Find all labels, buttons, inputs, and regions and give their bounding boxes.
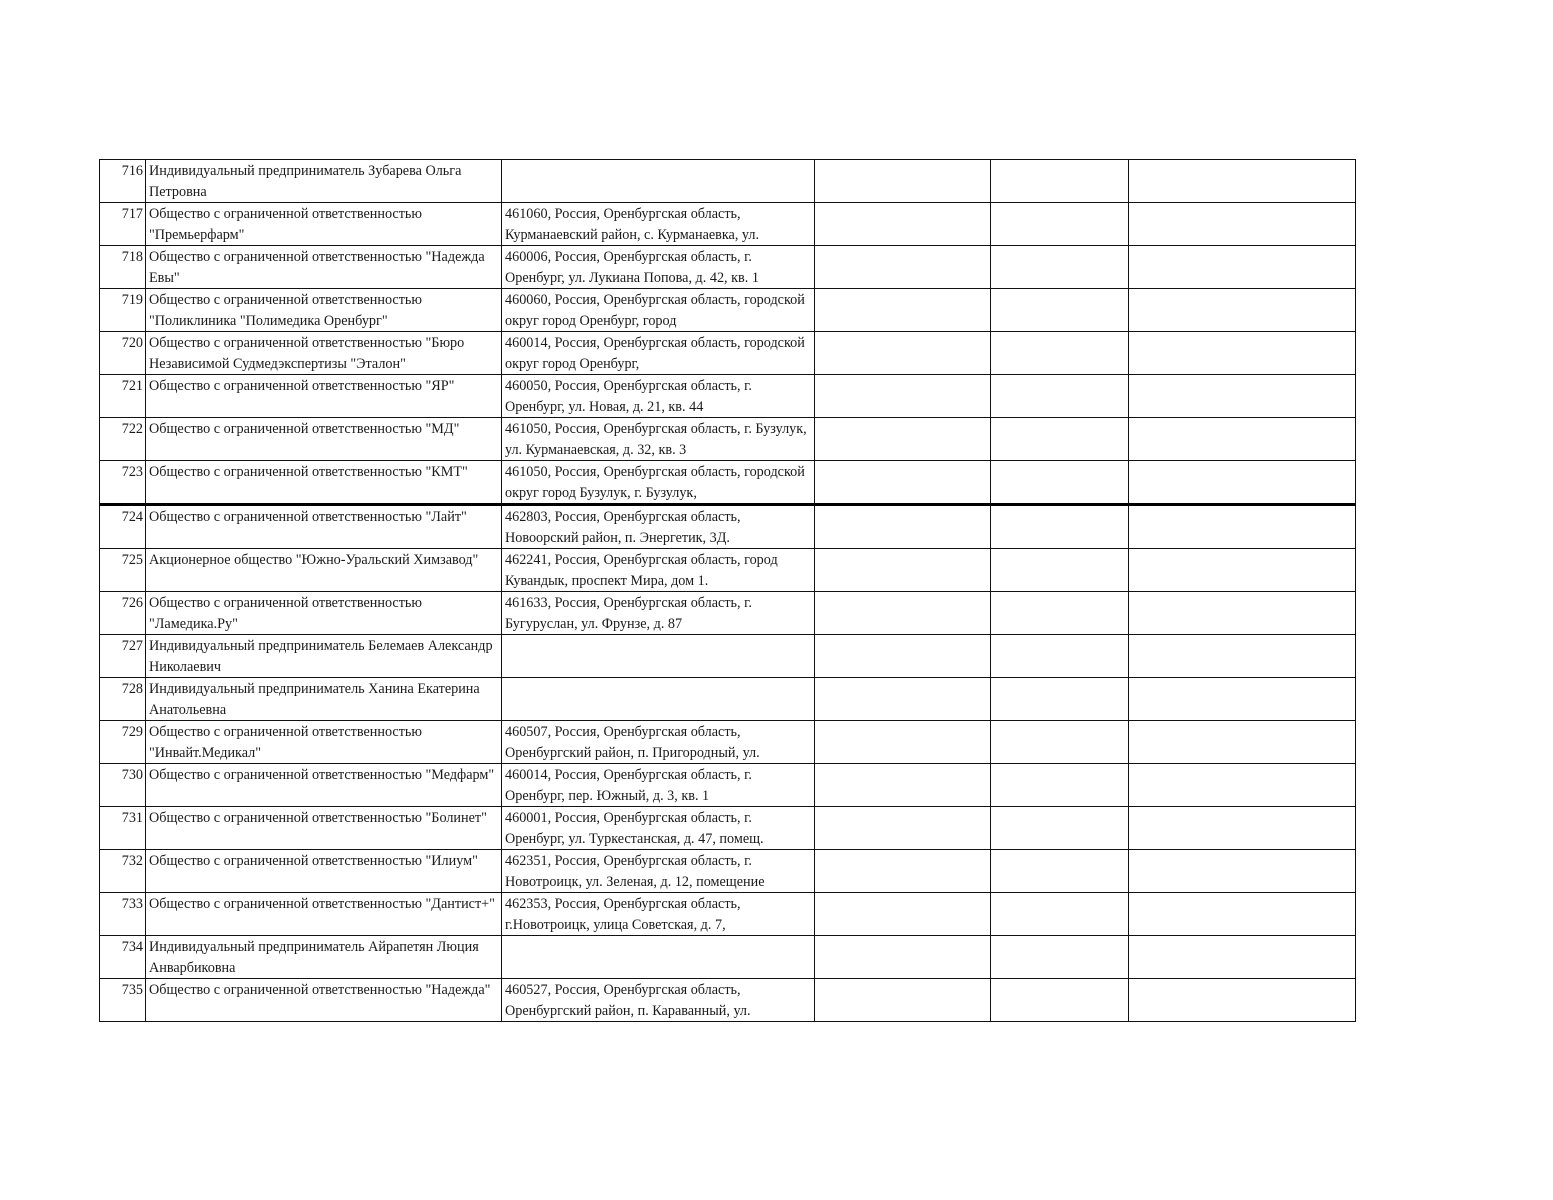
- organization-name-cell: [146, 721, 502, 764]
- organization-name-cell: [146, 375, 502, 418]
- row-number-cell: [100, 461, 146, 505]
- address-cell: [502, 418, 815, 461]
- organization-name-text: Общество с ограниченной ответственностью "Илиум": [149, 853, 478, 869]
- organization-name-cell: [146, 505, 502, 549]
- row-number-cell: [100, 850, 146, 893]
- row-number-text: 727: [121, 638, 143, 654]
- column-5-cell: [991, 936, 1129, 979]
- organization-name-text: Общество с ограниченной ответственностью "ЯР": [149, 378, 455, 394]
- table-row: [100, 375, 1356, 418]
- address-text: 460507, Россия, Оренбургская область, Оренбургский район, п. Пригородный, ул.: [505, 724, 760, 761]
- address-cell: [502, 289, 815, 332]
- organization-name-text: Общество с ограниченной ответственностью "МД": [149, 421, 460, 437]
- table-row: [100, 893, 1356, 936]
- column-4-cell: [815, 893, 991, 936]
- organization-name-text: Общество с ограниченной ответственностью "Надежда Евы": [149, 249, 485, 286]
- address-text: 461060, Россия, Оренбургская область, Курманаевский район, с. Курманаевка, ул.: [505, 206, 760, 243]
- organization-name-cell: [146, 418, 502, 461]
- column-5-cell: [991, 893, 1129, 936]
- column-5-cell: [991, 678, 1129, 721]
- address-text: 460001, Россия, Оренбургская область, г. Оренбург, ул. Туркестанская, д. 47, помещ.: [505, 810, 764, 847]
- address-text: 460527, Россия, Оренбургская область, Оренбургский район, п. Караванный, ул.: [505, 982, 751, 1019]
- column-6-cell: [1129, 850, 1356, 893]
- table-row: [100, 678, 1356, 721]
- column-6-cell: [1129, 375, 1356, 418]
- address-text: 460060, Россия, Оренбургская область, городской округ город Оренбург, город: [505, 292, 805, 329]
- column-4-cell: [815, 418, 991, 461]
- column-6-cell: [1129, 332, 1356, 375]
- organization-name-text: Общество с ограниченной ответственностью "Поликлиника "Полимедика Оренбург": [149, 292, 422, 329]
- address-cell: [502, 635, 815, 678]
- row-number-cell: [100, 979, 146, 1022]
- address-cell: [502, 850, 815, 893]
- organization-name-cell: [146, 979, 502, 1022]
- row-number-text: 720: [121, 335, 143, 351]
- row-number-text: 722: [121, 421, 143, 437]
- organization-name-cell: [146, 850, 502, 893]
- organization-name-cell: [146, 678, 502, 721]
- column-6-cell: [1129, 160, 1356, 203]
- row-number-cell: [100, 418, 146, 461]
- table-row: [100, 721, 1356, 764]
- organization-name-cell: [146, 893, 502, 936]
- column-5-cell: [991, 289, 1129, 332]
- column-4-cell: [815, 807, 991, 850]
- organization-name-text: Общество с ограниченной ответственностью "Надежда": [149, 982, 491, 998]
- address-cell: [502, 764, 815, 807]
- row-number-text: 729: [121, 724, 143, 740]
- column-5-cell: [991, 246, 1129, 289]
- address-cell: [502, 461, 815, 505]
- column-5-cell: [991, 807, 1129, 850]
- column-5-cell: [991, 375, 1129, 418]
- organization-name-text: Индивидуальный предприниматель Айрапетян Люция Анварбиковна: [149, 939, 479, 976]
- table-row: [100, 979, 1356, 1022]
- address-cell: [502, 721, 815, 764]
- address-cell: [502, 549, 815, 592]
- column-6-cell: [1129, 893, 1356, 936]
- table-row: [100, 246, 1356, 289]
- table-row: [100, 203, 1356, 246]
- organization-name-text: Индивидуальный предприниматель Белемаев Александр Николаевич: [149, 638, 493, 675]
- organization-name-text: Общество с ограниченной ответственностью "Медфарм": [149, 767, 495, 783]
- organization-name-text: Индивидуальный предприниматель Зубарева Ольга Петровна: [149, 163, 462, 200]
- registry-table-body: [100, 160, 1356, 1022]
- organization-name-text: Акционерное общество "Южно-Уральский Химзавод": [149, 552, 479, 568]
- column-4-cell: [815, 203, 991, 246]
- address-cell: [502, 678, 815, 721]
- row-number-cell: [100, 375, 146, 418]
- column-4-cell: [815, 549, 991, 592]
- address-text: 460014, Россия, Оренбургская область, г. Оренбург, пер. Южный, д. 3, кв. 1: [505, 767, 752, 804]
- organization-name-cell: [146, 549, 502, 592]
- column-4-cell: [815, 289, 991, 332]
- address-text: 460050, Россия, Оренбургская область, г. Оренбург, ул. Новая, д. 21, кв. 44: [505, 378, 752, 415]
- organization-name-cell: [146, 160, 502, 203]
- column-5-cell: [991, 418, 1129, 461]
- row-number-text: 725: [121, 552, 143, 568]
- column-5-cell: [991, 461, 1129, 505]
- address-cell: [502, 160, 815, 203]
- column-6-cell: [1129, 203, 1356, 246]
- address-cell: [502, 332, 815, 375]
- row-number-cell: [100, 203, 146, 246]
- column-5-cell: [991, 592, 1129, 635]
- row-number-cell: [100, 936, 146, 979]
- column-6-cell: [1129, 807, 1356, 850]
- column-5-cell: [991, 160, 1129, 203]
- row-number-text: 732: [121, 853, 143, 869]
- row-number-cell: [100, 332, 146, 375]
- column-5-cell: [991, 505, 1129, 549]
- row-number-cell: [100, 764, 146, 807]
- column-6-cell: [1129, 635, 1356, 678]
- column-4-cell: [815, 678, 991, 721]
- column-4-cell: [815, 936, 991, 979]
- table-row: [100, 418, 1356, 461]
- column-4-cell: [815, 505, 991, 549]
- column-4-cell: [815, 592, 991, 635]
- column-4-cell: [815, 850, 991, 893]
- column-4-cell: [815, 979, 991, 1022]
- column-6-cell: [1129, 461, 1356, 505]
- row-number-text: 734: [121, 939, 143, 955]
- organization-name-text: Общество с ограниченной ответственностью "Инвайт.Медикал": [149, 724, 422, 761]
- column-6-cell: [1129, 418, 1356, 461]
- organization-name-cell: [146, 203, 502, 246]
- organization-name-cell: [146, 936, 502, 979]
- address-cell: [502, 203, 815, 246]
- address-text: 462803, Россия, Оренбургская область, Новоорский район, п. Энергетик, 3Д.: [505, 509, 741, 546]
- column-4-cell: [815, 375, 991, 418]
- organization-name-text: Индивидуальный предприниматель Ханина Екатерина Анатольевна: [149, 681, 480, 718]
- organization-name-text: Общество с ограниченной ответственностью "Бюро Независимой Судмедэкспертизы "Эталон": [149, 335, 465, 372]
- row-number-cell: [100, 678, 146, 721]
- address-text: 462241, Россия, Оренбургская область, город Кувандык, проспект Мира, дом 1.: [505, 552, 778, 589]
- registry-table: [99, 159, 1356, 1022]
- row-number-text: 728: [121, 681, 143, 697]
- row-number-cell: [100, 893, 146, 936]
- column-5-cell: [991, 850, 1129, 893]
- row-number-cell: [100, 505, 146, 549]
- column-5-cell: [991, 549, 1129, 592]
- organization-name-cell: [146, 246, 502, 289]
- address-text: 461050, Россия, Оренбургская область, г. Бузулук, ул. Курманаевская, д. 32, кв. 3: [505, 421, 807, 458]
- address-cell: [502, 893, 815, 936]
- row-number-cell: [100, 721, 146, 764]
- address-text: 462353, Россия, Оренбургская область, г.Новотроицк, улица Советская, д. 7,: [505, 896, 741, 933]
- organization-name-text: Общество с ограниченной ответственностью "Дантист+": [149, 896, 495, 912]
- column-5-cell: [991, 979, 1129, 1022]
- row-number-text: 731: [121, 810, 143, 826]
- address-cell: [502, 807, 815, 850]
- column-6-cell: [1129, 246, 1356, 289]
- row-number-text: 733: [121, 896, 143, 912]
- address-cell: [502, 592, 815, 635]
- column-6-cell: [1129, 592, 1356, 635]
- row-number-cell: [100, 160, 146, 203]
- table-row: [100, 807, 1356, 850]
- column-5-cell: [991, 203, 1129, 246]
- column-4-cell: [815, 461, 991, 505]
- row-number-text: 724: [121, 509, 143, 525]
- table-row: [100, 549, 1356, 592]
- organization-name-cell: [146, 635, 502, 678]
- address-text: 460014, Россия, Оренбургская область, городской округ город Оренбург,: [505, 335, 805, 372]
- column-5-cell: [991, 332, 1129, 375]
- column-6-cell: [1129, 678, 1356, 721]
- address-text: 461050, Россия, Оренбургская область, городской округ город Бузулук, г. Бузулук,: [505, 464, 805, 501]
- row-number-cell: [100, 592, 146, 635]
- address-cell: [502, 936, 815, 979]
- column-6-cell: [1129, 505, 1356, 549]
- address-text: 462351, Россия, Оренбургская область, г. Новотроицк, ул. Зеленая, д. 12, помещение: [505, 853, 765, 890]
- column-6-cell: [1129, 936, 1356, 979]
- table-row: [100, 505, 1356, 549]
- organization-name-cell: [146, 592, 502, 635]
- column-6-cell: [1129, 764, 1356, 807]
- organization-name-text: Общество с ограниченной ответственностью "Ламедика.Ру": [149, 595, 422, 632]
- column-5-cell: [991, 635, 1129, 678]
- row-number-text: 723: [121, 464, 143, 480]
- table-row: [100, 289, 1356, 332]
- organization-name-text: Общество с ограниченной ответственностью "Болинет": [149, 810, 487, 826]
- column-4-cell: [815, 721, 991, 764]
- row-number-text: 730: [121, 767, 143, 783]
- column-5-cell: [991, 721, 1129, 764]
- address-cell: [502, 505, 815, 549]
- organization-name-text: Общество с ограниченной ответственностью "Премьерфарм": [149, 206, 422, 243]
- row-number-cell: [100, 807, 146, 850]
- address-text: 461633, Россия, Оренбургская область, г. Бугуруслан, ул. Фрунзе, д. 87: [505, 595, 752, 632]
- row-number-text: 718: [121, 249, 143, 265]
- column-6-cell: [1129, 979, 1356, 1022]
- table-row: [100, 592, 1356, 635]
- column-4-cell: [815, 246, 991, 289]
- row-number-cell: [100, 246, 146, 289]
- row-number-text: 716: [121, 163, 143, 179]
- table-row: [100, 635, 1356, 678]
- address-cell: [502, 979, 815, 1022]
- row-number-text: 717: [121, 206, 143, 222]
- column-5-cell: [991, 764, 1129, 807]
- column-4-cell: [815, 332, 991, 375]
- column-4-cell: [815, 635, 991, 678]
- row-number-cell: [100, 289, 146, 332]
- row-number-cell: [100, 549, 146, 592]
- organization-name-cell: [146, 764, 502, 807]
- table-row: [100, 850, 1356, 893]
- row-number-text: 721: [121, 378, 143, 394]
- address-cell: [502, 246, 815, 289]
- column-4-cell: [815, 764, 991, 807]
- organization-name-text: Общество с ограниченной ответственностью "Лайт": [149, 509, 467, 525]
- table-row: [100, 332, 1356, 375]
- column-6-cell: [1129, 721, 1356, 764]
- row-number-text: 719: [121, 292, 143, 308]
- column-6-cell: [1129, 289, 1356, 332]
- column-4-cell: [815, 160, 991, 203]
- row-number-text: 726: [121, 595, 143, 611]
- table-row: [100, 160, 1356, 203]
- row-number-text: 735: [121, 982, 143, 998]
- table-row: [100, 461, 1356, 505]
- organization-name-cell: [146, 289, 502, 332]
- row-number-cell: [100, 635, 146, 678]
- table-row: [100, 764, 1356, 807]
- column-6-cell: [1129, 549, 1356, 592]
- address-text: 460006, Россия, Оренбургская область, г. Оренбург, ул. Лукиана Попова, д. 42, кв. 1: [505, 249, 759, 286]
- organization-name-cell: [146, 807, 502, 850]
- address-cell: [502, 375, 815, 418]
- organization-name-text: Общество с ограниченной ответственностью "КМТ": [149, 464, 468, 480]
- table-row: [100, 936, 1356, 979]
- organization-name-cell: [146, 461, 502, 505]
- organization-name-cell: [146, 332, 502, 375]
